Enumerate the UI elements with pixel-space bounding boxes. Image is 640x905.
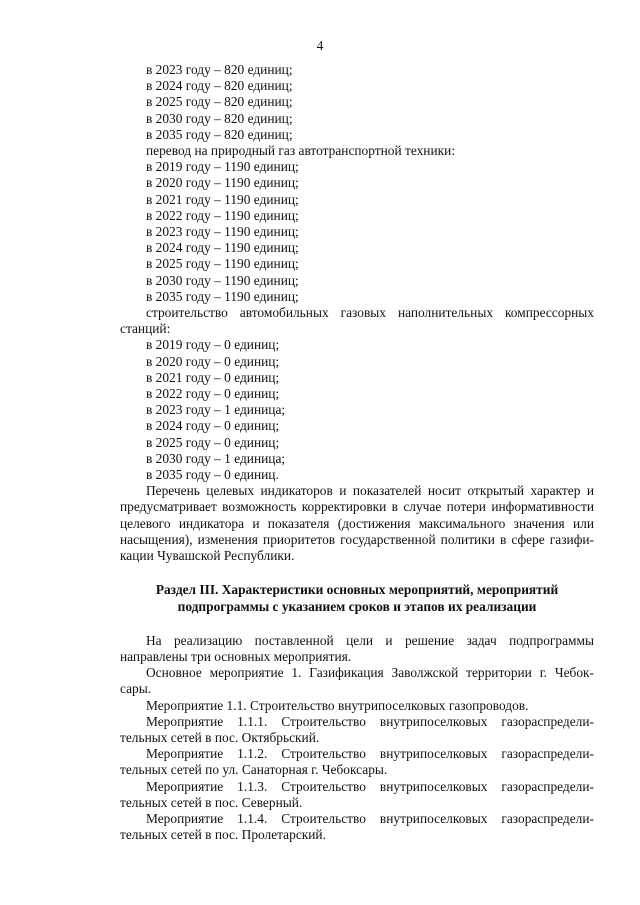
paragraph-line: Перечень целевых индикаторов и показателей носит открытый характер и	[146, 483, 594, 499]
paragraph-line: тельных сетей в пос. Октябрьский.	[120, 729, 320, 745]
paragraph-line: тельных сетей по ул. Санаторная г. Чебоксары.	[120, 762, 388, 778]
list-item: в 2024 году – 0 единиц;	[146, 418, 280, 434]
list-item: в 2023 году – 1190 единиц;	[146, 224, 299, 240]
paragraph-line: Мероприятие 1.1.3. Строительство внутрипоселковых газораспредели-	[146, 778, 594, 794]
list-item: в 2035 году – 0 единиц.	[146, 467, 279, 483]
paragraph-line: кации Чувашской Республики.	[120, 548, 295, 564]
list-item: в 2023 году – 820 единиц;	[146, 62, 293, 77]
list-item: в 2020 году – 0 единиц;	[146, 353, 280, 369]
list-item: в 2025 году – 820 единиц;	[146, 94, 293, 110]
list-item: в 2035 году – 1190 единиц;	[146, 288, 299, 304]
paragraph-line: Мероприятие 1.1.1. Строительство внутрипоселковых газораспредели-	[146, 713, 594, 729]
document-body	[120, 62, 594, 843]
gas-transport-intro: перевод на природный газ автотранспортной техники:	[146, 143, 456, 159]
spacer	[120, 564, 594, 582]
paragraph-line: направлены три основных мероприятия.	[120, 648, 352, 664]
paragraph-line: сары.	[120, 681, 152, 697]
list-item: в 2030 году – 1190 единиц;	[146, 272, 299, 288]
section-heading-line: подпрограммы с указанием сроков и этапов их реализации	[177, 598, 537, 614]
list-item: в 2035 году – 820 единиц;	[146, 126, 293, 142]
list-item: в 2024 году – 1190 единиц;	[146, 240, 299, 256]
list-item: в 2022 году – 1190 единиц;	[146, 207, 299, 223]
list-item: в 2025 году – 0 единиц;	[146, 434, 280, 450]
paragraph-line: целевого индикатора и показателя (достижения максимального значения или	[120, 515, 594, 531]
paragraph-line: Основное мероприятие 1. Газификация Заволжской территории г. Чебок-	[146, 665, 594, 681]
list-item: в 2021 году – 0 единиц;	[146, 369, 280, 385]
list-item: в 2019 году – 1190 единиц;	[146, 159, 299, 175]
paragraph-line: предусматривает возможность корректировки в случае потери информативности	[120, 499, 594, 515]
paragraph-line: На реализацию поставленной цели и решение задач подпрограммы	[146, 632, 594, 648]
list-item: в 2023 году – 1 единица;	[146, 402, 286, 418]
paragraph-line: Мероприятие 1.1.4. Строительство внутрипоселковых газораспредели-	[146, 810, 594, 826]
paragraph-line: Мероприятие 1.1. Строительство внутрипоселковых газопроводов.	[146, 697, 529, 713]
list-item: в 2025 году – 1190 единиц;	[146, 256, 299, 272]
stations-intro-line: станций:	[120, 321, 171, 337]
page-number: 4	[316, 38, 324, 53]
list-item: в 2020 году – 1190 единиц;	[146, 175, 299, 191]
stations-intro-line: строительство автомобильных газовых наполнительных компрессорных	[146, 305, 594, 321]
paragraph-line: Мероприятие 1.1.2. Строительство внутрипоселковых газораспредели-	[146, 746, 594, 762]
paragraph-line: тельных сетей в пос. Северный.	[120, 794, 303, 810]
spacer	[120, 615, 594, 633]
list-item: в 2024 году – 820 единиц;	[146, 78, 293, 94]
list-item: в 2030 году – 1 единица;	[146, 450, 286, 466]
section-heading-line: Раздел III. Характеристики основных мероприятий, мероприятий	[155, 582, 559, 598]
list-item: в 2022 году – 0 единиц;	[146, 386, 280, 402]
paragraph-line: тельных сетей в пос. Пролетарский.	[120, 827, 326, 843]
list-item: в 2021 году – 1190 единиц;	[146, 191, 299, 207]
list-item: в 2030 году – 820 единиц;	[146, 110, 293, 126]
paragraph-line: насыщения), изменения приоритетов государственной политики в сфере газифи-	[120, 531, 594, 547]
list-item: в 2019 году – 0 единиц;	[146, 337, 280, 353]
